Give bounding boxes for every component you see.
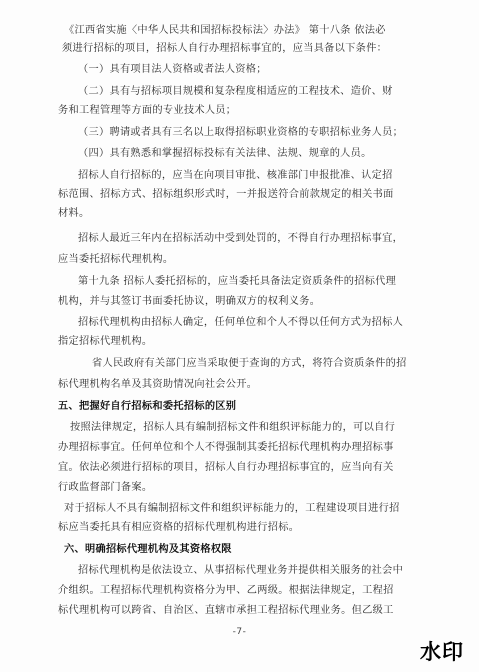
text-line: 招标人自行招标的，应当在向项目审批、核准部门申报批准、认定招 <box>78 170 393 181</box>
section-heading: 五、把握好自行招标和委托招标的区别 <box>58 401 237 412</box>
text-line: 材料。 <box>58 208 90 219</box>
text-line: 招标代理机构由招标人确定，任何单位和个人不得以任何方式为招标人 <box>78 317 404 328</box>
text-line: （四）具有熟悉和掌握招标投标有关法律、法规、规章的人员。 <box>78 148 372 159</box>
text-line: 须进行招标的项目，招标人自行办理招标事宜的，应当具备以下条件： <box>62 43 388 54</box>
text-line: 招标代理机构是依法设立、从事招标代理业务并提供相关服务的社会中 <box>78 565 404 576</box>
text-line: 招标人最近三年内在招标活动中受到处罚的，不得自行办理招标事宜， <box>78 233 404 244</box>
text-line: 介组织。工程招标代理机构资格分为甲、乙两级。根据法律规定，工程招 <box>58 585 394 596</box>
watermark-label: 水印 <box>420 640 464 664</box>
text-line: 办理招标事宜。任何单位和个人不得强制其委托招标代理机构办理招标事 <box>58 442 394 453</box>
section-heading: 六、明确招标代理机构及其资格权限 <box>64 544 232 555</box>
text-line: 宜。依法必须进行招标的项目，招标人自行办理招标事宜的，应当向有关 <box>58 462 394 473</box>
text-line: 省人民政府有关部门应当采取便于查询的方式，将符合资质条件的招 <box>92 358 407 369</box>
text-line: 应当委托招标代理机构。 <box>58 254 174 265</box>
page-number: -7- <box>232 627 247 637</box>
text-line: 务和工程管理等方面的专业技术人员； <box>58 105 237 116</box>
text-line: 第十九条 招标人委托招标的，应当委托具备法定资质条件的招标代理 <box>78 276 397 287</box>
text-line: 指定招标代理机构。 <box>58 336 153 347</box>
text-line: （三）聘请或者具有三名以上取得招标职业资格的专职招标业务人员； <box>78 127 404 138</box>
text-line: 标代理机构可以跨省、自治区、直辖市承担工程招标代理业务。但乙级工 <box>58 605 394 616</box>
text-line: （二）具有与招标项目规模和复杂程度相适应的工程技术、造价、财 <box>78 86 393 97</box>
text-line: 《江西省实施〈中华人民共和国招标投标法〉办法》 第十八条 依法必 <box>64 25 386 36</box>
text-line: 标范围、招标方式、招标组织形式时，一并报送符合前款规定的相关书面 <box>58 189 394 200</box>
text-line: 标应当委托具有相应资格的招标代理机构进行招标。 <box>58 522 300 533</box>
text-line: 按照法律规定，招标人具有编制招标文件和组织评标能力的，可以自行 <box>70 422 396 433</box>
text-line: 标代理机构名单及其资助情况向社会公开。 <box>58 379 258 390</box>
text-line: 对于招标人不具有编制招标文件和组织评标能力的，工程建设项目进行招 <box>64 503 400 514</box>
text-line: 机构，并与其签订书面委托协议，明确双方的权利义务。 <box>58 296 321 307</box>
text-line: 行政监督部门备案。 <box>58 482 153 493</box>
text-line: （一）具有项目法人资格或者法人资格； <box>78 64 267 75</box>
